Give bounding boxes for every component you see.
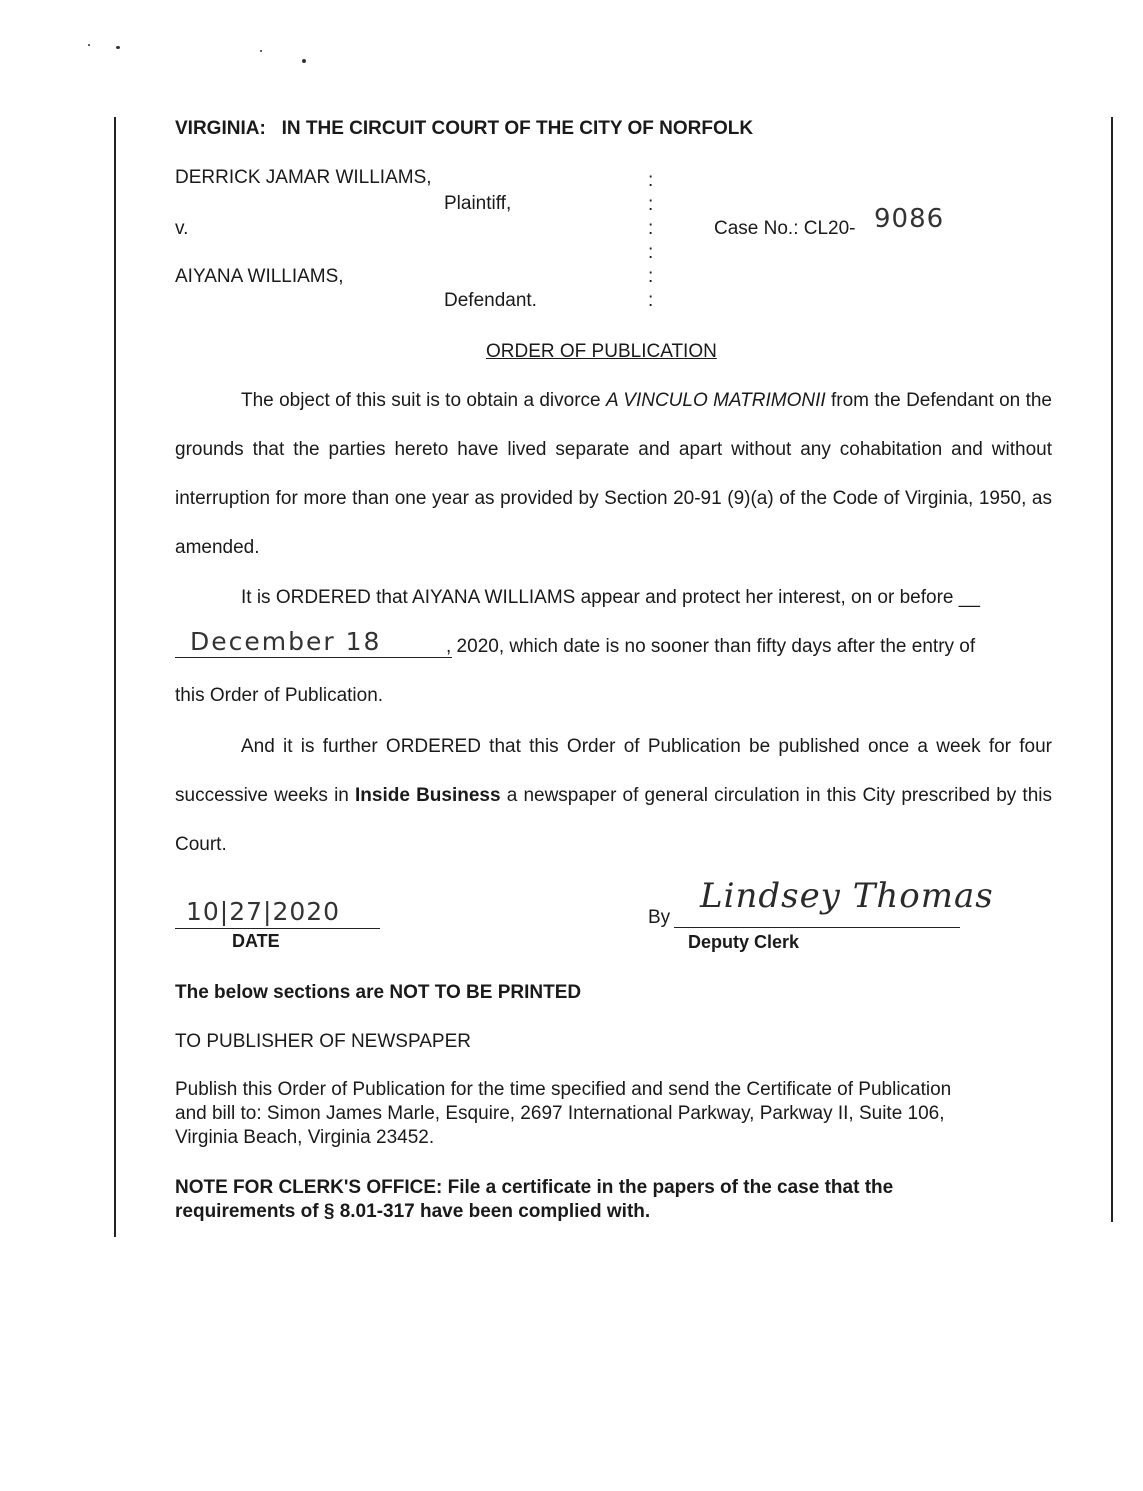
deputy-clerk-signature: Lindsey Thomas bbox=[700, 876, 994, 916]
scan-speck bbox=[260, 50, 262, 52]
caption-colon: : bbox=[648, 266, 654, 287]
court-heading: VIRGINIA: IN THE CIRCUIT COURT OF THE CITY OF NORFOLK bbox=[175, 118, 754, 139]
paragraph-suit-object-latin: A VINCULO MATRIMONII bbox=[605, 390, 826, 411]
date-label: DATE bbox=[232, 931, 280, 951]
publisher-instructions-line: Virginia Beach, Virginia 23452. bbox=[175, 1127, 435, 1148]
left-margin-rule bbox=[114, 117, 116, 1237]
publisher-heading: TO PUBLISHER OF NEWSPAPER bbox=[175, 1031, 471, 1052]
deputy-clerk-label: Deputy Clerk bbox=[688, 932, 800, 952]
date-signature-line bbox=[175, 928, 380, 929]
scan-speck bbox=[116, 46, 120, 49]
caption-colon: : bbox=[648, 218, 654, 239]
plaintiff-role: Plaintiff, bbox=[444, 193, 512, 214]
paragraph-suit-object-text: The object of this suit is to obtain a divorce bbox=[241, 390, 606, 411]
versus: v. bbox=[175, 218, 189, 239]
caption-colon: : bbox=[648, 170, 654, 191]
right-margin-rule bbox=[1111, 117, 1113, 1222]
clerk-office-note-line: requirements of § 8.01-317 have been complied with. bbox=[175, 1201, 651, 1222]
caption-colon: : bbox=[648, 242, 654, 263]
clerk-signature-line bbox=[674, 927, 960, 928]
paragraph-publication-text-rest: a newspaper of general circulation in this City prescribed by this Court. bbox=[175, 785, 1052, 855]
handwritten-entry-date: 10|27|2020 bbox=[186, 897, 341, 926]
publisher-instructions-line: and bill to: Simon James Marle, Esquire, 2697 International Parkway, Parkway II, Suite 106, bbox=[175, 1103, 945, 1124]
publisher-instructions-line: Publish this Order of Publication for the time specified and send the Certificate of Publication bbox=[175, 1079, 952, 1100]
order-title: ORDER OF PUBLICATION bbox=[486, 341, 717, 362]
defendant-role: Defendant. bbox=[444, 290, 537, 311]
plaintiff-name: DERRICK JAMAR WILLIAMS, bbox=[175, 167, 432, 188]
defendant-name: AIYANA WILLIAMS, bbox=[175, 266, 344, 287]
by-label: By bbox=[648, 907, 671, 928]
scan-speck bbox=[302, 59, 306, 63]
date-blank-underline bbox=[175, 657, 452, 658]
paragraph-ordered-line3: this Order of Publication. bbox=[175, 685, 384, 706]
paragraph-publication-text: And it is further ORDERED that this Order of Publication be published once a week for four successive weeks in bbox=[175, 736, 1052, 806]
paragraph-ordered-line2: , 2020, which date is no sooner than fifty days after the entry of bbox=[446, 636, 976, 657]
paragraph-publication-order bbox=[175, 722, 1052, 869]
paragraph-suit-object bbox=[175, 376, 1052, 572]
not-printed-notice: The below sections are NOT TO BE PRINTED bbox=[175, 982, 582, 1003]
paragraph-suit-object-text-rest: from the Defendant on the grounds that the parties hereto have lived separate and apart without any cohabitation and without interruption for more than one year as provided by Section 20-91 (9)(a) of the Code of Virginia, 1950, as amended. bbox=[175, 390, 1052, 558]
paragraph-ordered-line1: It is ORDERED that AIYANA WILLIAMS appear and protect her interest, on or before __ bbox=[241, 587, 980, 608]
caption-colon: : bbox=[648, 194, 654, 215]
scan-speck bbox=[88, 44, 90, 46]
newspaper-name: Inside Business bbox=[355, 785, 501, 806]
case-number-label: Case No.: CL20- bbox=[714, 218, 856, 239]
case-number-handwritten: 9086 bbox=[874, 204, 945, 234]
handwritten-appearance-date: December 18 bbox=[190, 627, 382, 656]
clerk-office-note-line: NOTE FOR CLERK'S OFFICE: File a certificate in the papers of the case that the bbox=[175, 1177, 894, 1198]
caption-colon: : bbox=[648, 290, 654, 311]
